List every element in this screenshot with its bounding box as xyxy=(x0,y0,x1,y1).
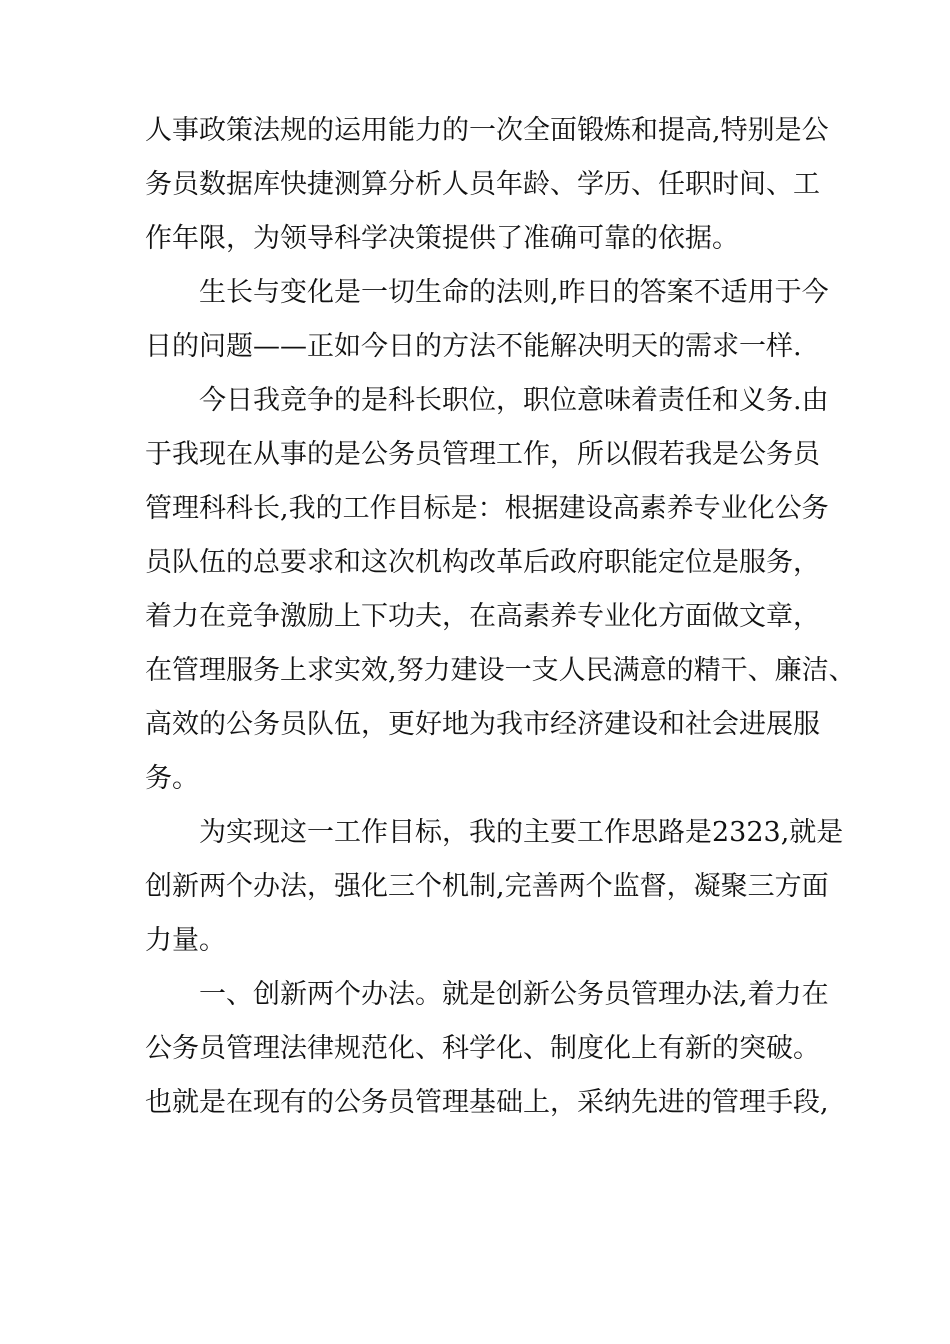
text-line: 员队伍的总要求和这次机构改革后政府职能定位是服务， xyxy=(145,547,820,578)
text-line: 也就是在现有的公务员管理基础上，采纳先进的管理手段, xyxy=(145,1087,829,1118)
text-line: 作年限，为领导科学决策提供了准确可靠的依据。 xyxy=(145,223,739,254)
document-body xyxy=(145,104,856,1130)
text-line: 于我现在从事的是公务员管理工作，所以假若我是公务员 xyxy=(145,439,820,470)
text-line: 务员数据库快捷测算分析人员年龄、学历、任职时间、工 xyxy=(145,169,820,200)
text-line: 人事政策法规的运用能力的一次全面锻炼和提高,特别是公 xyxy=(145,115,829,146)
text-line: 着力在竞争激励上下功夫，在高素养专业化方面做文章， xyxy=(145,601,820,632)
paragraph-first-line: 为实现这一工作目标，我的主要工作思路是2323,就是 xyxy=(199,817,844,848)
text-line: 管理科科长,我的工作目标是：根据建设高素养专业化公务 xyxy=(145,493,829,524)
text-line: 高效的公务员队伍，更好地为我市经济建设和社会进展服 xyxy=(145,709,820,740)
paragraph-first-line: 今日我竞争的是科长职位，职位意味着责任和义务.由 xyxy=(199,385,829,416)
text-line: 务。 xyxy=(145,763,199,794)
paragraph-first-line: 一、创新两个办法。就是创新公务员管理办法,着力在 xyxy=(199,979,829,1010)
text-line: 在管理服务上求实效,努力建设一支人民满意的精干、廉洁、 xyxy=(145,655,856,686)
paragraph-first-line: 生长与变化是一切生命的法则,昨日的答案不适用于今 xyxy=(199,277,829,308)
text-line: 力量。 xyxy=(145,925,226,956)
text-line: 公务员管理法律规范化、科学化、制度化上有新的突破。 xyxy=(145,1033,820,1064)
text-line: 创新两个办法，强化三个机制,完善两个监督，凝聚三方面 xyxy=(145,871,829,902)
text-line: 日的问题——正如今日的方法不能解决明天的需求一样. xyxy=(145,331,802,362)
